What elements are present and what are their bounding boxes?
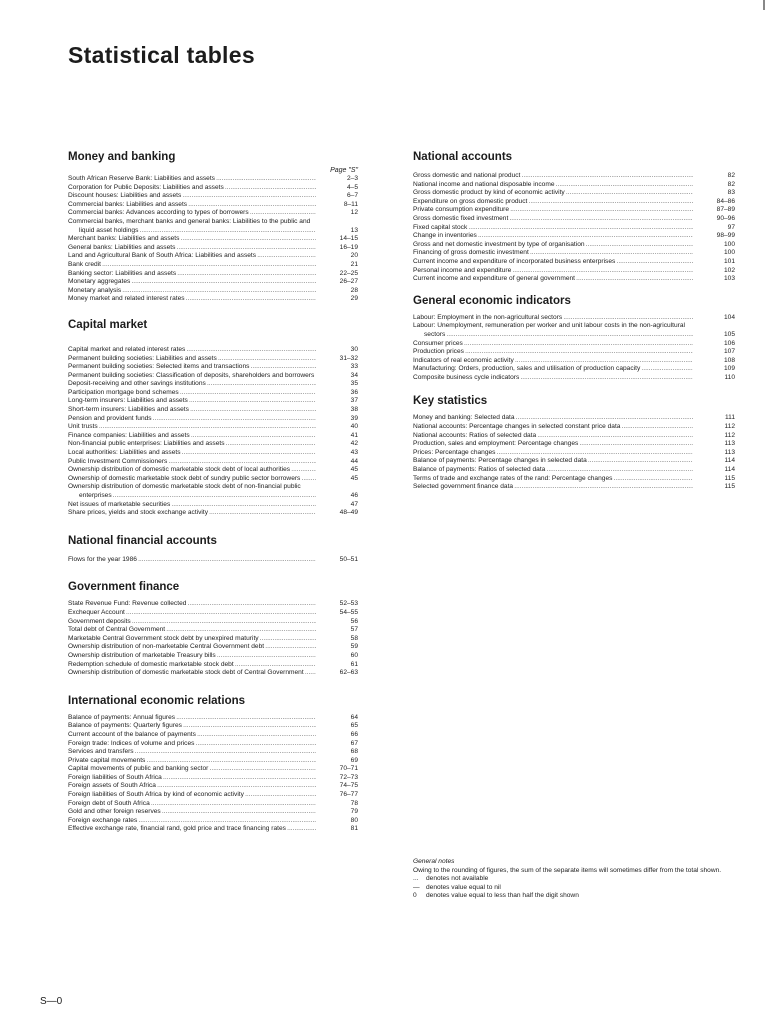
toc-entry-label: Foreign liabilities of South Africa by kind of economic activity [68, 791, 244, 799]
section-heading-key-statistics: Key statistics [413, 395, 488, 408]
toc-entry-label: Composite business cycle indicators [413, 373, 520, 381]
toc-entry-label: Unit trusts [68, 423, 98, 431]
toc-entry-page: 21 [350, 260, 358, 268]
toc-entry-page: 35 [350, 380, 358, 388]
toc-entry-label: Capital market and related interest rates [68, 345, 186, 353]
toc-entry-label: Balance of payments: Percentage changes in selected data [413, 457, 587, 465]
toc-entry-page: 111 [724, 414, 735, 422]
toc-entry-page: 41 [350, 431, 358, 439]
toc-entry-label: Foreign exchange rates [68, 816, 138, 824]
toc-entry[interactable] [413, 198, 735, 207]
toc-entry-label: Consumer prices [413, 339, 463, 347]
toc-entry-label: Non-financial public enterprises: Liabilities and assets [68, 440, 225, 448]
notes-symbol-row [413, 892, 743, 901]
toc-entry-page: 98–99 [716, 232, 735, 240]
toc-entry-label: Gross and net domestic investment by type of organisation [413, 240, 585, 248]
section-heading-capital-market: Capital market [68, 318, 148, 331]
toc-entry-label: Prices: Percentage changes [413, 448, 496, 456]
toc-entry-label: Bank credit [68, 260, 101, 268]
notes-symbol: — [413, 883, 420, 891]
toc-entry[interactable] [68, 363, 358, 372]
toc-entry-label: Change in inventories [413, 232, 477, 240]
toc-entry[interactable] [68, 201, 358, 210]
toc-entry-page: 87–89 [716, 206, 735, 214]
toc-entry[interactable] [413, 466, 735, 475]
toc-entry[interactable] [413, 365, 735, 374]
toc-entry[interactable] [68, 235, 358, 244]
toc-entry[interactable] [413, 224, 735, 233]
toc-entry-label: Ownership distribution of domestic marketable stock debt of Central Government [68, 669, 304, 677]
toc-entry-label: Ownership of domestic marketable stock debt of sundry public sector borrowers [68, 474, 301, 482]
toc-entry[interactable] [68, 287, 358, 296]
toc-entry-page: 54–55 [339, 608, 358, 616]
toc-entry[interactable] [68, 209, 358, 218]
toc-entry-page: 107 [723, 348, 735, 356]
toc-entry[interactable] [68, 626, 358, 635]
toc-entry-page: 62–63 [339, 669, 358, 677]
toc-entry-page: 81 [350, 825, 358, 833]
toc-entry-page: 112 [724, 423, 735, 431]
notes-symbol: 0 [413, 892, 417, 900]
toc-entry-label: Personal income and expenditure [413, 266, 512, 274]
toc-entry-label: Ownership distribution of domestic marketable stock debt of non-financial public enterprises [68, 483, 301, 499]
toc-entry[interactable] [413, 267, 735, 276]
notes-text: Owing to the rounding of figures, the sum of the separate items will sometimes differ from the total shown. [413, 866, 722, 874]
left-column [68, 150, 358, 834]
toc-entry[interactable] [68, 643, 358, 652]
toc-entry-label: Government deposits [68, 617, 131, 625]
toc-entry-label: Ownership distribution of domestic marketable stock debt of local authorities [68, 466, 291, 474]
right-column [413, 150, 735, 492]
toc-entry-page: 30 [350, 345, 358, 353]
toc-entry-label: Money and banking: Selected data [413, 414, 515, 422]
toc-entry[interactable] [68, 782, 358, 791]
toc-entry-label: Financing of gross domestic investment [413, 249, 529, 257]
toc-entry-label: Fixed capital stock [413, 223, 468, 231]
toc-entry-label: Indicators of real economic activity [413, 356, 514, 364]
toc-entry[interactable] [68, 661, 358, 670]
toc-entry-label: Gold and other foreign reserves [68, 808, 161, 816]
toc-entry-label: Share prices, yields and stock exchange activity [68, 509, 209, 517]
toc-entry-page: 47 [350, 500, 358, 508]
section-heading-national-accounts: National accounts [413, 151, 513, 163]
toc-entry-label: Money market and related interest rates [68, 295, 185, 303]
toc-entry[interactable] [68, 808, 358, 817]
toc-entry-label: Foreign debt of South Africa [68, 799, 150, 807]
toc-entry-page: 36 [350, 388, 358, 396]
toc-entry[interactable] [413, 432, 735, 441]
toc-entry[interactable] [413, 440, 735, 449]
toc-entry-page: 79 [350, 808, 358, 816]
toc-entry-page: 52–53 [339, 600, 358, 608]
toc-entry-label: National accounts: Percentage changes in selected constant price data [413, 423, 621, 431]
toc-entry-label: Banking sector: Liabilities and assets [68, 269, 177, 277]
toc-entry-page: 108 [723, 356, 735, 364]
toc-entry-label: Ownership distribution of non-marketable Central Government debt [68, 643, 265, 651]
toc-entry-page: 16–19 [339, 243, 358, 251]
toc-entry-page: 110 [724, 373, 735, 381]
toc-entry[interactable] [413, 423, 735, 432]
toc-entry-page: 38 [350, 406, 358, 414]
toc-entry-page: 70–71 [339, 765, 358, 773]
toc-entry-label: Production prices [413, 348, 464, 356]
toc-entry[interactable] [68, 714, 358, 723]
toc-entry-label: South African Reserve Bank: Liabilities and assets [68, 175, 215, 182]
toc-entry-page: 78 [350, 799, 358, 807]
toc-entry-page: 115 [724, 474, 735, 482]
toc-entry-page: 57 [350, 626, 358, 634]
toc-entry-page: 109 [723, 365, 735, 373]
toc-entry[interactable] [413, 357, 735, 366]
notes-symbol-meaning: denotes not available [426, 875, 489, 883]
toc-entry[interactable] [413, 172, 735, 181]
toc-entry-page: 100 [723, 240, 735, 248]
toc-entry-page: 66 [350, 730, 358, 738]
toc-entry-label: Redemption schedule of domestic marketable stock debt [68, 660, 234, 668]
toc-entry[interactable] [68, 483, 358, 500]
toc-entry-page: 61 [350, 660, 358, 668]
toc-entry-page: 12 [350, 209, 358, 217]
page-number-footer: S—0 [40, 996, 63, 1007]
toc-entry-page: 39 [350, 414, 358, 422]
toc-entry[interactable] [68, 252, 358, 261]
toc-entry[interactable] [68, 722, 358, 731]
toc-entry-page: 106 [723, 339, 735, 347]
toc-entry[interactable] [68, 800, 358, 809]
toc-entry-label: Participation mortgage bond schemes [68, 388, 179, 396]
toc-entry-label: National accounts: Ratios of selected data [413, 431, 537, 439]
toc-entry[interactable] [68, 295, 358, 304]
toc-entry[interactable] [413, 241, 735, 250]
toc-entry[interactable] [68, 791, 358, 800]
toc-entry-label: Production, sales and employment: Percentage changes [413, 440, 579, 448]
toc-entry-page: 13 [350, 226, 358, 234]
toc-entry-page: 90–96 [716, 214, 735, 222]
toc-entry-page: 114 [724, 457, 735, 465]
toc-entry-page: 69 [350, 756, 358, 764]
toc-entry-label: Merchant banks: Liabilities and assets [68, 235, 180, 243]
toc-entry-label: Flows for the year 1986 [68, 555, 137, 563]
toc-entry-page: 6–7 [346, 192, 358, 200]
toc-entry-label: Discount houses: Liabilities and assets [68, 192, 182, 200]
toc-entry-page: 64 [350, 713, 358, 721]
toc-entry-page: 68 [350, 748, 358, 756]
toc-entry-page: 48–49 [339, 509, 358, 517]
toc-entry[interactable] [413, 215, 735, 224]
toc-entry-page: 33 [350, 363, 358, 371]
toc-entry-page: 102 [723, 266, 735, 274]
toc-entry[interactable] [68, 192, 358, 201]
toc-entry-label: Terms of trade and exchange rates of the rand: Percentage changes [413, 474, 613, 482]
notes-symbol: ... [413, 875, 419, 883]
toc-entry-page: 43 [350, 449, 358, 457]
toc-entry[interactable] [68, 466, 358, 475]
toc-entry-page: 65 [350, 722, 358, 730]
toc-entry-label: Public Investment Commissioners [68, 457, 168, 465]
toc-entry-page: 20 [350, 252, 358, 260]
toc-entry-page: 2–3 [346, 175, 358, 182]
toc-entry-page: 34 [350, 371, 358, 379]
toc-entry-label: Corporation for Public Deposits: Liabilities and assets [68, 183, 224, 191]
toc-entry-label: Labour: Employment in the non-agricultural sectors [413, 313, 563, 321]
toc-entry-page: 40 [350, 423, 358, 431]
toc-entry-label: Commercial banks: Advances according to types of borrowers [68, 209, 249, 217]
toc-entry-label: Pension and provident funds [68, 414, 152, 422]
toc-entry-page: 113 [724, 440, 735, 448]
toc-entry[interactable] [68, 389, 358, 398]
toc-entry[interactable] [413, 414, 735, 423]
toc-entry-page: 29 [350, 295, 358, 303]
toc-entry-label: Local authorities: Liabilities and assets [68, 449, 181, 457]
toc-entry[interactable] [68, 346, 358, 355]
toc-entry[interactable] [413, 275, 735, 284]
toc-entry-label: General banks: Liabilities and assets [68, 243, 176, 251]
toc-entry[interactable] [413, 181, 735, 190]
toc-entry-page: 114 [724, 466, 735, 474]
toc-entry-page: 58 [350, 634, 358, 642]
toc-entry-page: 72–73 [339, 773, 358, 781]
toc-entry-page: 67 [350, 739, 358, 747]
toc-entry[interactable] [413, 232, 735, 241]
toc-entry[interactable] [68, 278, 358, 287]
toc-entry-page: 100 [723, 249, 735, 257]
toc-entry-label: Foreign liabilities of South Africa [68, 773, 162, 781]
toc-entry-page: 104 [723, 313, 735, 321]
toc-entry-label: Monetary analysis [68, 286, 122, 294]
notes-symbols [413, 875, 743, 901]
toc-entry[interactable] [413, 258, 735, 267]
toc-entry-label: Balance of payments: Quarterly figures [68, 722, 182, 730]
toc-entry[interactable] [68, 244, 358, 253]
toc-entry[interactable] [68, 652, 358, 661]
toc-entry[interactable] [68, 501, 358, 510]
toc-entry[interactable] [68, 635, 358, 644]
toc-entry-page: 37 [350, 397, 358, 405]
toc-entry-page: 82 [727, 180, 735, 188]
notes-symbol-row [413, 875, 743, 884]
toc-entry[interactable] [68, 406, 358, 415]
toc-entry-label: Commercial banks, merchant banks and general banks: Liabilities to the public and liquid asset holdings [68, 217, 311, 234]
toc-entry-label: Current account of the balance of payments [68, 730, 196, 738]
toc-entry-page: 60 [350, 651, 358, 659]
toc-entry-label: Private consumption expenditure [413, 206, 510, 214]
toc-entry[interactable] [68, 175, 358, 184]
toc-entry[interactable] [68, 458, 358, 467]
toc-entry[interactable] [413, 483, 735, 492]
notes-heading: General notes [413, 858, 455, 865]
toc-entry-label: Services and transfers [68, 748, 134, 756]
toc-entry[interactable] [413, 322, 735, 339]
toc-entry-page: 42 [350, 440, 358, 448]
toc-entry-label: Permanent building societies: Selected items and transactions [68, 363, 250, 371]
toc-entry-label: State Revenue Fund: Revenue collected [68, 600, 187, 608]
toc-entry[interactable] [413, 206, 735, 215]
toc-entry-page: 97 [727, 223, 735, 231]
toc-entry[interactable] [68, 556, 358, 565]
toc-entry[interactable] [68, 509, 358, 518]
toc-entry[interactable] [68, 397, 358, 406]
toc-entry[interactable] [68, 218, 358, 235]
toc-entry[interactable] [68, 765, 358, 774]
toc-entry[interactable] [413, 449, 735, 458]
toc-entry-page: 8–11 [343, 200, 358, 208]
toc-entry[interactable] [68, 432, 358, 441]
toc-entry-page: 113 [724, 448, 735, 456]
toc-entry[interactable] [68, 740, 358, 749]
toc-entry[interactable] [413, 249, 735, 258]
toc-entry-page: 26–27 [339, 278, 358, 286]
toc-entry-label: Finance companies: Liabilities and assets [68, 431, 190, 439]
toc-entry-page: 59 [350, 643, 358, 651]
toc-entry-label: Foreign assets of South Africa [68, 782, 156, 790]
toc-entry[interactable] [68, 774, 358, 783]
toc-entry-page: 22–25 [339, 269, 358, 277]
toc-entry-page: 45 [350, 466, 358, 474]
toc-entry-label: National income and national disposable income [413, 180, 555, 188]
toc-entry[interactable] [68, 475, 358, 484]
notes-symbol-meaning: denotes value equal to less than half the digit shown [426, 892, 579, 900]
toc-entry-page: 4–5 [346, 183, 358, 191]
toc-entry-label: Gross domestic fixed investment [413, 214, 509, 222]
toc-entry[interactable] [68, 600, 358, 609]
toc-entry-page: 28 [350, 286, 358, 294]
toc-entry-label: Land and Agricultural Bank of South Africa: Liabilities and assets [68, 252, 257, 260]
toc-entry[interactable] [68, 618, 358, 627]
toc-entry-label: Ownership distribution of marketable Treasury bills [68, 651, 216, 659]
toc-entry[interactable] [68, 669, 358, 678]
toc-entry-page: 50–51 [339, 555, 358, 563]
page-title: Statistical tables [68, 42, 255, 68]
toc-entry-label: Short-term insurers: Liabilities and assets [68, 406, 189, 414]
toc-entry-page: 80 [350, 816, 358, 824]
section-heading-national-financial-accounts: National financial accounts [68, 534, 217, 547]
toc-entry[interactable] [68, 449, 358, 458]
toc-entry-page: 103 [723, 275, 735, 283]
toc-entry-page: 83 [727, 189, 735, 197]
toc-entry[interactable] [68, 184, 358, 193]
toc-entry-label: Permanent building societies: Liabilities and assets [68, 354, 217, 362]
toc-entry[interactable] [68, 757, 358, 766]
toc-entry-page: 45 [350, 474, 358, 482]
toc-entry[interactable] [68, 423, 358, 432]
toc-entry-label: Balance of payments: Ratios of selected data [413, 466, 546, 474]
toc-entry-label: Effective exchange rate, financial rand, gold price and trace financing rates [68, 825, 286, 833]
toc-entry[interactable] [413, 189, 735, 198]
toc-entry[interactable] [68, 825, 358, 834]
section-heading-money-and-banking: Money and banking [68, 151, 176, 163]
toc-entry[interactable] [68, 748, 358, 757]
toc-entry-page: 14–15 [339, 235, 358, 243]
toc-entry-page: 101 [723, 257, 735, 265]
toc-entry[interactable] [68, 609, 358, 618]
toc-entry-label: Selected government finance data [413, 483, 514, 491]
toc-entry[interactable] [68, 415, 358, 424]
toc-entry-label: Net issues of marketable securities [68, 500, 171, 508]
toc-entry-page: 105 [723, 330, 735, 338]
toc-entry-page: 56 [350, 617, 358, 625]
toc-entry-label: Deposit-receiving and other savings institutions [68, 380, 206, 388]
toc-entry-label: Manufacturing: Orders, production, sales and utilisation of production capacity [413, 365, 641, 373]
general-notes [413, 858, 743, 901]
toc-entry[interactable] [68, 440, 358, 449]
toc-entry-label: Capital movements of public and banking sector [68, 765, 209, 773]
toc-entry-label: Commercial banks: Liabilities and assets [68, 200, 188, 208]
toc-entry[interactable] [68, 270, 358, 279]
toc-entry-label: Expenditure on gross domestic product [413, 197, 528, 205]
toc-entry-page: 44 [350, 457, 358, 465]
page-column-header: Page "S" [330, 167, 358, 174]
toc-entry-label: Marketable Central Government stock debt by unexpired maturity [68, 634, 259, 642]
toc-entry-label: Balance of payments: Annual figures [68, 713, 176, 721]
toc-entry-page: 74–75 [339, 782, 358, 790]
section-heading-general-economic-indicators: General economic indicators [413, 294, 571, 307]
toc-entry-label: Labour: Unemployment, remuneration per worker and unit labour costs in the non-agricultural sectors [413, 322, 685, 338]
toc-entry-label: Private capital movements [68, 756, 146, 764]
toc-entry-page: 84–86 [716, 197, 735, 205]
toc-entry[interactable] [413, 340, 735, 349]
toc-entry-label: Gross domestic and national product [413, 172, 521, 179]
toc-entry-label: Monetary aggregates [68, 278, 131, 286]
toc-entry-page: 31–32 [339, 354, 358, 362]
toc-entry-page: 46 [350, 492, 358, 499]
toc-entry[interactable] [413, 475, 735, 484]
toc-entry-label: Permanent building societies: Classification of deposits, shareholders and borrowers [68, 371, 315, 379]
toc-entry-page: 112 [724, 431, 735, 439]
toc-entry[interactable] [68, 731, 358, 740]
page-edge-mark [763, 0, 765, 10]
section-heading-international-economic-relations: International economic relations [68, 694, 246, 707]
toc-entry-page: 82 [727, 172, 735, 179]
toc-entry-label: Gross domestic product by kind of economic activity [413, 189, 565, 197]
toc-entry-label: Total debt of Central Government [68, 626, 166, 634]
section-heading-government-finance: Government finance [68, 581, 180, 594]
toc-entry-page: 115 [724, 483, 735, 491]
toc-entry[interactable] [68, 817, 358, 826]
toc-entry-label: Long-term insurers: Liabilities and assets [68, 397, 188, 405]
toc-entry[interactable] [68, 372, 358, 381]
toc-entry-page: 76–77 [339, 791, 358, 799]
toc-entry[interactable] [413, 457, 735, 466]
toc-entry-label: Exchequer Account [68, 608, 125, 616]
toc-entry[interactable] [413, 348, 735, 357]
toc-entry[interactable] [413, 314, 735, 323]
toc-entry-label: Foreign trade: Indices of volume and prices [68, 739, 195, 747]
toc-entry[interactable] [68, 355, 358, 364]
toc-entry-label: Current income and expenditure of incorporated business enterprises [413, 257, 616, 265]
toc-entry-label: Current income and expenditure of general government [413, 275, 576, 283]
notes-symbol-meaning: denotes value equal to nil [426, 883, 501, 891]
notes-symbol-row [413, 884, 743, 893]
toc-entry[interactable] [68, 261, 358, 270]
toc-entry[interactable] [413, 374, 735, 383]
toc-entry[interactable] [68, 380, 358, 389]
